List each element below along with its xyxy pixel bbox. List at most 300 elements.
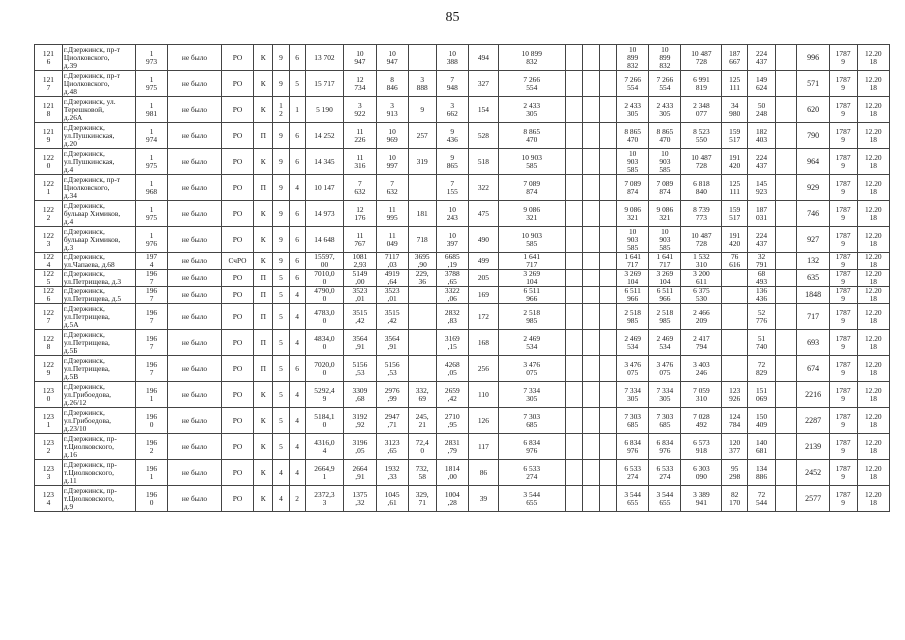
table-row (35, 330, 890, 356)
empty-cell (582, 149, 599, 175)
area-2-cell: 10 947 (344, 45, 376, 71)
total-area-cell: 10 147 (305, 175, 344, 201)
code-cell: 132 (797, 253, 829, 270)
row-id-cell: 122 2 (35, 201, 63, 227)
code-cell: 717 (797, 304, 829, 330)
residents-cell: 499 (468, 253, 498, 270)
empty-cell (565, 253, 582, 270)
empty-cell (582, 270, 599, 287)
wall-type-cell: К (254, 460, 273, 486)
empty-cell (599, 201, 616, 227)
cost-3-cell: 6 991 819 (681, 71, 722, 97)
entrances-cell: 1 (289, 97, 305, 123)
empty-cell (775, 408, 796, 434)
page-number: 85 (445, 10, 460, 25)
cost-cell: 8 865 470 (498, 123, 565, 149)
cost-5-cell: 72 544 (748, 486, 776, 512)
cost-cell: 3 476 075 (498, 356, 565, 382)
empty-cell (582, 227, 599, 253)
empty-cell (775, 356, 796, 382)
entrances-cell: 4 (289, 382, 305, 408)
area-5-cell: 7 948 (436, 71, 468, 97)
area-5-cell: 4268 ,05 (436, 356, 468, 382)
row-id-cell: 122 3 (35, 227, 63, 253)
empty-cell (582, 123, 599, 149)
date-cell: 12.20 18 (857, 227, 889, 253)
cost-3-cell: 8 739 773 (681, 201, 722, 227)
cost-4-cell: 191 420 (722, 149, 748, 175)
wall-type-cell: П (254, 270, 273, 287)
empty-cell (582, 45, 599, 71)
total-area-cell: 13 702 (305, 45, 344, 71)
entrances-cell: 4 (289, 460, 305, 486)
empty-cell (582, 201, 599, 227)
residents-cell: 475 (468, 201, 498, 227)
material-cell: РО (221, 149, 253, 175)
empty-cell (582, 253, 599, 270)
wall-type-cell: К (254, 149, 273, 175)
cost-1-cell: 2 469 534 (617, 330, 649, 356)
cost-5-cell: 187 031 (748, 201, 776, 227)
cost-5-cell: 224 437 (748, 227, 776, 253)
date-cell: 12.20 18 (857, 304, 889, 330)
area-3-cell: 7 632 (376, 175, 408, 201)
area-4-cell: 9 (408, 97, 436, 123)
area-3-cell: 3515 ,42 (376, 304, 408, 330)
residents-cell: 117 (468, 434, 498, 460)
empty-cell (582, 408, 599, 434)
cost-2-cell: 3 476 075 (649, 356, 681, 382)
cost-3-cell: 7 059 310 (681, 382, 722, 408)
entrances-cell: 6 (289, 356, 305, 382)
entrances-cell: 4 (289, 304, 305, 330)
table-row (35, 270, 890, 287)
address-cell: г.Дзержинск, ул.Петрищева, д.5В (62, 356, 135, 382)
year-cell: 1 973 (135, 45, 167, 71)
empty-cell (565, 434, 582, 460)
repair-cell: не было (168, 330, 222, 356)
area-5-cell: 10 397 (436, 227, 468, 253)
cost-4-cell: 82 170 (722, 486, 748, 512)
row-id-cell: 123 4 (35, 486, 63, 512)
cost-cell: 7 266 554 (498, 71, 565, 97)
total-area-cell: 7010,0 0 (305, 270, 344, 287)
code-year-cell: 1787 9 (829, 253, 857, 270)
empty-cell (582, 97, 599, 123)
cost-2-cell: 7 334 305 (649, 382, 681, 408)
row-id-cell: 121 9 (35, 123, 63, 149)
cost-cell: 2 469 534 (498, 330, 565, 356)
cost-3-cell: 2 417 794 (681, 330, 722, 356)
register-table (34, 44, 890, 512)
area-4-cell: 732, 58 (408, 460, 436, 486)
area-4-cell (408, 356, 436, 382)
area-4-cell (408, 330, 436, 356)
area-5-cell: 7 155 (436, 175, 468, 201)
area-4-cell: 229, 36 (408, 270, 436, 287)
area-2-cell: 3192 ,92 (344, 408, 376, 434)
year-cell: 196 7 (135, 287, 167, 304)
code-year-cell: 1787 9 (829, 434, 857, 460)
material-cell: РО (221, 175, 253, 201)
area-5-cell: 2659 ,42 (436, 382, 468, 408)
repair-cell: не было (168, 97, 222, 123)
area-3-cell: 10 969 (376, 123, 408, 149)
cost-4-cell (722, 287, 748, 304)
area-2-cell: 5149 ,00 (344, 270, 376, 287)
cost-1-cell: 7 334 305 (617, 382, 649, 408)
empty-cell (582, 287, 599, 304)
table-row (35, 45, 890, 71)
table-row (35, 175, 890, 201)
empty-cell (775, 270, 796, 287)
repair-cell: не было (168, 460, 222, 486)
material-cell: СчРО (221, 253, 253, 270)
address-cell: г.Дзержинск, ул.Петрищева, д.5А (62, 304, 135, 330)
empty-cell (775, 287, 796, 304)
area-5-cell: 2710 ,95 (436, 408, 468, 434)
entrances-cell: 6 (289, 253, 305, 270)
residents-cell: 110 (468, 382, 498, 408)
year-cell: 1 974 (135, 123, 167, 149)
table-row (35, 304, 890, 330)
repair-cell: не было (168, 253, 222, 270)
residents-cell: 205 (468, 270, 498, 287)
material-cell: РО (221, 486, 253, 512)
cost-cell: 10 903 585 (498, 149, 565, 175)
empty-cell (565, 97, 582, 123)
floors-cell: 9 (273, 149, 289, 175)
area-4-cell (408, 304, 436, 330)
area-3-cell: 3 913 (376, 97, 408, 123)
total-area-cell: 2372,3 3 (305, 486, 344, 512)
empty-cell (599, 149, 616, 175)
cost-2-cell: 8 865 470 (649, 123, 681, 149)
repair-cell: не было (168, 287, 222, 304)
table-row (35, 287, 890, 304)
cost-2-cell: 10 903 585 (649, 227, 681, 253)
cost-1-cell: 2 433 305 (617, 97, 649, 123)
total-area-cell: 4790,0 0 (305, 287, 344, 304)
floors-cell: 1 2 (273, 97, 289, 123)
total-area-cell: 14 973 (305, 201, 344, 227)
area-2-cell: 1375 ,32 (344, 486, 376, 512)
area-5-cell: 3169 ,15 (436, 330, 468, 356)
row-id-cell: 123 3 (35, 460, 63, 486)
code-cell: 2577 (797, 486, 829, 512)
empty-cell (599, 253, 616, 270)
address-cell: г.Дзержинск, бульвар Химиков, д.3 (62, 227, 135, 253)
empty-cell (599, 408, 616, 434)
empty-cell (775, 460, 796, 486)
empty-cell (599, 330, 616, 356)
cost-4-cell: 125 111 (722, 175, 748, 201)
date-cell: 12.20 18 (857, 270, 889, 287)
row-id-cell: 122 8 (35, 330, 63, 356)
total-area-cell: 5292,4 9 (305, 382, 344, 408)
area-3-cell: 10 947 (376, 45, 408, 71)
material-cell: РО (221, 227, 253, 253)
address-cell: г.Дзержинск, пр- т.Циолковского, д.16 (62, 434, 135, 460)
repair-cell: не было (168, 382, 222, 408)
date-cell: 12.20 18 (857, 408, 889, 434)
code-cell: 2216 (797, 382, 829, 408)
repair-cell: не было (168, 356, 222, 382)
empty-cell (599, 97, 616, 123)
cost-1-cell: 3 476 075 (617, 356, 649, 382)
cost-5-cell: 150 409 (748, 408, 776, 434)
cost-4-cell: 187 667 (722, 45, 748, 71)
code-year-cell: 1787 9 (829, 486, 857, 512)
cost-3-cell: 3 403 246 (681, 356, 722, 382)
empty-cell (775, 71, 796, 97)
area-4-cell: 319 (408, 149, 436, 175)
date-cell: 12.20 18 (857, 253, 889, 270)
cost-3-cell: 6 375 530 (681, 287, 722, 304)
material-cell: РО (221, 408, 253, 434)
table-row (35, 71, 890, 97)
cost-4-cell (722, 356, 748, 382)
entrances-cell: 6 (289, 227, 305, 253)
cost-1-cell: 3 544 655 (617, 486, 649, 512)
date-cell: 12.20 18 (857, 330, 889, 356)
cost-5-cell: 224 437 (748, 45, 776, 71)
cost-5-cell: 50 248 (748, 97, 776, 123)
repair-cell: не было (168, 227, 222, 253)
table-row (35, 227, 890, 253)
row-id-cell: 122 1 (35, 175, 63, 201)
empty-cell (565, 304, 582, 330)
material-cell: РО (221, 97, 253, 123)
wall-type-cell: К (254, 253, 273, 270)
entrances-cell: 6 (289, 123, 305, 149)
address-cell: г.Дзержинск, пр- т.Циолковского, д.11 (62, 460, 135, 486)
cost-4-cell (722, 270, 748, 287)
area-5-cell: 9 436 (436, 123, 468, 149)
residents-cell: 39 (468, 486, 498, 512)
cost-1-cell: 1 641 717 (617, 253, 649, 270)
area-5-cell: 3 662 (436, 97, 468, 123)
floors-cell: 4 (273, 460, 289, 486)
empty-cell (582, 460, 599, 486)
cost-cell: 7 334 305 (498, 382, 565, 408)
cost-cell: 7 089 874 (498, 175, 565, 201)
area-3-cell: 4919 ,64 (376, 270, 408, 287)
material-cell: РО (221, 460, 253, 486)
floors-cell: 9 (273, 175, 289, 201)
empty-cell (775, 330, 796, 356)
area-4-cell (408, 45, 436, 71)
area-3-cell: 1932 ,33 (376, 460, 408, 486)
cost-1-cell: 6 533 274 (617, 460, 649, 486)
area-5-cell: 10 388 (436, 45, 468, 71)
wall-type-cell: К (254, 45, 273, 71)
empty-cell (565, 408, 582, 434)
cost-1-cell: 7 266 554 (617, 71, 649, 97)
empty-cell (775, 45, 796, 71)
cost-cell: 3 544 655 (498, 486, 565, 512)
wall-type-cell: К (254, 434, 273, 460)
empty-cell (565, 149, 582, 175)
residents-cell: 490 (468, 227, 498, 253)
material-cell: РО (221, 434, 253, 460)
cost-2-cell: 6 533 274 (649, 460, 681, 486)
total-area-cell: 15 717 (305, 71, 344, 97)
wall-type-cell: П (254, 304, 273, 330)
empty-cell (599, 460, 616, 486)
empty-cell (775, 253, 796, 270)
residents-cell: 494 (468, 45, 498, 71)
empty-cell (775, 149, 796, 175)
cost-4-cell: 123 926 (722, 382, 748, 408)
residents-cell: 528 (468, 123, 498, 149)
code-year-cell: 1787 9 (829, 201, 857, 227)
cost-4-cell: 159 517 (722, 201, 748, 227)
total-area-cell: 14 252 (305, 123, 344, 149)
area-4-cell: 72,4 0 (408, 434, 436, 460)
floors-cell: 5 (273, 356, 289, 382)
floors-cell: 5 (273, 287, 289, 304)
cost-3-cell: 10 487 728 (681, 149, 722, 175)
cost-4-cell: 95 298 (722, 460, 748, 486)
cost-5-cell: 136 436 (748, 287, 776, 304)
address-cell: г.Дзержинск, пр- т.Циолковского, д.9 (62, 486, 135, 512)
table-row (35, 460, 890, 486)
cost-3-cell: 10 487 728 (681, 227, 722, 253)
empty-cell (775, 486, 796, 512)
entrances-cell: 2 (289, 486, 305, 512)
code-year-cell: 1787 9 (829, 97, 857, 123)
date-cell: 12.20 18 (857, 201, 889, 227)
material-cell: РО (221, 45, 253, 71)
table-row (35, 201, 890, 227)
empty-cell (599, 382, 616, 408)
residents-cell: 154 (468, 97, 498, 123)
code-cell: 571 (797, 71, 829, 97)
wall-type-cell: П (254, 123, 273, 149)
empty-cell (599, 227, 616, 253)
material-cell: РО (221, 71, 253, 97)
cost-cell: 6 511 966 (498, 287, 565, 304)
address-cell: г.Дзержинск, ул.Пушкинская, д.20 (62, 123, 135, 149)
code-cell: 996 (797, 45, 829, 71)
wall-type-cell: К (254, 71, 273, 97)
area-3-cell: 11 049 (376, 227, 408, 253)
code-cell: 1848 (797, 287, 829, 304)
wall-type-cell: П (254, 287, 273, 304)
cost-2-cell: 2 469 534 (649, 330, 681, 356)
residents-cell: 126 (468, 408, 498, 434)
cost-5-cell: 224 437 (748, 149, 776, 175)
entrances-cell: 5 (289, 71, 305, 97)
entrances-cell: 6 (289, 201, 305, 227)
cost-2-cell: 10 903 585 (649, 149, 681, 175)
table-row (35, 434, 890, 460)
floors-cell: 5 (273, 382, 289, 408)
year-cell: 196 7 (135, 270, 167, 287)
material-cell: РО (221, 330, 253, 356)
cost-2-cell: 6 834 976 (649, 434, 681, 460)
date-cell: 12.20 18 (857, 287, 889, 304)
address-cell: г.Дзержинск, пр-т Циолковского, д.48 (62, 71, 135, 97)
empty-cell (582, 330, 599, 356)
total-area-cell: 4316,0 4 (305, 434, 344, 460)
code-cell: 620 (797, 97, 829, 123)
cost-5-cell: 151 069 (748, 382, 776, 408)
cost-2-cell: 7 089 874 (649, 175, 681, 201)
code-cell: 790 (797, 123, 829, 149)
cost-5-cell: 68 493 (748, 270, 776, 287)
empty-cell (565, 460, 582, 486)
row-id-cell: 122 0 (35, 149, 63, 175)
repair-cell: не было (168, 201, 222, 227)
cost-2-cell: 2 433 305 (649, 97, 681, 123)
material-cell: РО (221, 270, 253, 287)
table-row (35, 123, 890, 149)
row-id-cell: 122 9 (35, 356, 63, 382)
empty-cell (582, 71, 599, 97)
total-area-cell: 2664,9 1 (305, 460, 344, 486)
area-2-cell: 1081 2,93 (344, 253, 376, 270)
cost-3-cell: 8 523 550 (681, 123, 722, 149)
cost-2-cell: 10 899 832 (649, 45, 681, 71)
year-cell: 1 976 (135, 227, 167, 253)
cost-3-cell: 3 389 941 (681, 486, 722, 512)
residents-cell: 86 (468, 460, 498, 486)
cost-cell: 1 641 717 (498, 253, 565, 270)
cost-1-cell: 10 899 832 (617, 45, 649, 71)
floors-cell: 4 (273, 486, 289, 512)
empty-cell (565, 45, 582, 71)
cost-cell: 10 899 832 (498, 45, 565, 71)
empty-cell (599, 304, 616, 330)
floors-cell: 9 (273, 227, 289, 253)
cost-4-cell: 124 784 (722, 408, 748, 434)
total-area-cell: 14 345 (305, 149, 344, 175)
empty-cell (565, 287, 582, 304)
area-4-cell: 3 888 (408, 71, 436, 97)
year-cell: 196 0 (135, 486, 167, 512)
floors-cell: 5 (273, 330, 289, 356)
total-area-cell: 15597, 00 (305, 253, 344, 270)
cost-1-cell: 7 303 685 (617, 408, 649, 434)
empty-cell (565, 270, 582, 287)
row-id-cell: 122 6 (35, 287, 63, 304)
residents-cell: 169 (468, 287, 498, 304)
row-id-cell: 123 1 (35, 408, 63, 434)
row-id-cell: 121 8 (35, 97, 63, 123)
area-3-cell: 1045 ,61 (376, 486, 408, 512)
code-year-cell: 1787 9 (829, 270, 857, 287)
row-id-cell: 121 7 (35, 71, 63, 97)
area-2-cell: 3309 ,68 (344, 382, 376, 408)
cost-2-cell: 2 518 985 (649, 304, 681, 330)
empty-cell (565, 175, 582, 201)
total-area-cell: 4783,0 0 (305, 304, 344, 330)
wall-type-cell: К (254, 201, 273, 227)
code-cell: 2452 (797, 460, 829, 486)
address-cell: г.Дзержинск, ул.Грибоедова, д.23/10 (62, 408, 135, 434)
area-4-cell: 245, 21 (408, 408, 436, 434)
floors-cell: 5 (273, 434, 289, 460)
entrances-cell: 6 (289, 270, 305, 287)
year-cell: 1 975 (135, 71, 167, 97)
empty-cell (565, 382, 582, 408)
area-3-cell: 2947 ,71 (376, 408, 408, 434)
repair-cell: не было (168, 45, 222, 71)
area-2-cell: 3515 ,42 (344, 304, 376, 330)
empty-cell (599, 123, 616, 149)
